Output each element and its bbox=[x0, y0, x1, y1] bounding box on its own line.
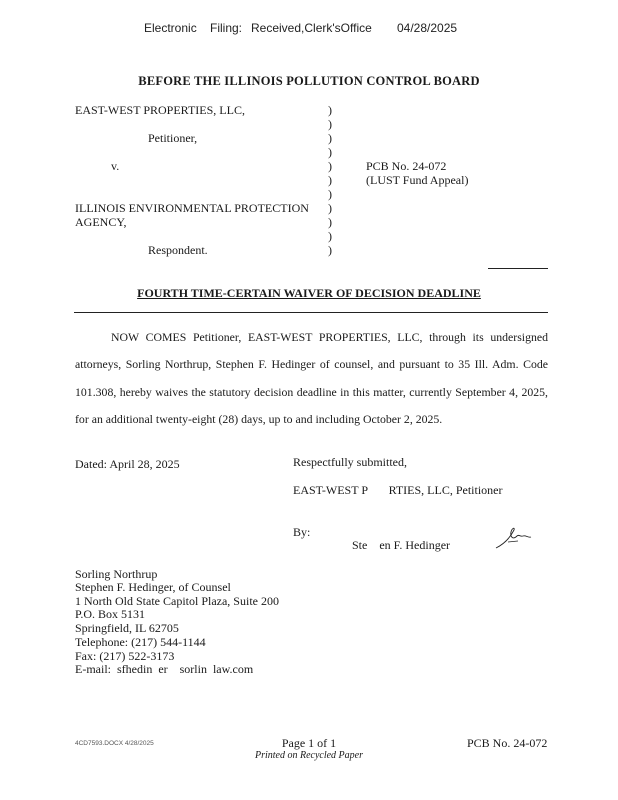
caption-versus: v. bbox=[111, 159, 120, 173]
body-line-4: for an additional twenty-eight (28) days, up to and including October 2, 2025. bbox=[75, 412, 443, 426]
counsel-address: 1 North Old State Capitol Plaza, Suite 200 bbox=[75, 594, 279, 608]
paren: ) bbox=[328, 103, 332, 117]
dated: Dated: April 28, 2025 bbox=[75, 457, 180, 471]
title-rule bbox=[74, 312, 548, 313]
counsel-po-box: P.O. Box 5131 bbox=[75, 607, 146, 621]
counsel-email: E-mail: sfhedin er sorlin law.com bbox=[75, 662, 254, 676]
caption-respondent-line2: AGENCY, bbox=[75, 215, 127, 229]
respectfully-submitted: Respectfully submitted, bbox=[293, 455, 407, 469]
banner-date: 04/28/2025 bbox=[397, 21, 458, 35]
paren: ) bbox=[328, 229, 332, 243]
paren: ) bbox=[328, 187, 332, 201]
body-line-3: 101.308, hereby waives the statutory decision deadline in this matter, currently September 4, 2025, bbox=[75, 385, 548, 399]
footer-doc-id: 4CD7593.DOCX 4/28/2025 bbox=[75, 740, 154, 747]
body-line-1: NOW COMES Petitioner, EAST-WEST PROPERTIES, LLC, through its undersigned bbox=[111, 330, 548, 344]
counsel-telephone: Telephone: (217) 544-1144 bbox=[75, 635, 206, 649]
caption-rule bbox=[488, 268, 548, 269]
counsel-attorney: Stephen F. Hedinger, of Counsel bbox=[75, 580, 231, 594]
caption-respondent-role: Respondent. bbox=[148, 243, 208, 257]
paren: ) bbox=[328, 159, 332, 173]
signature-scribble-icon bbox=[494, 524, 534, 550]
counsel-firm: Sorling Northrup bbox=[75, 567, 158, 581]
signer-name: Ste en F. Hedinger bbox=[352, 538, 451, 552]
case-number: PCB No. 24-072 bbox=[366, 159, 447, 173]
paren: ) bbox=[328, 243, 332, 257]
caption-petitioner-name: EAST-WEST PROPERTIES, LLC, bbox=[75, 103, 245, 117]
banner-received: Received,Clerk'sOffice bbox=[251, 21, 372, 35]
footer-recycled: Printed on Recycled Paper bbox=[254, 750, 363, 761]
signing-party: EAST-WEST P RTIES, LLC, Petitioner bbox=[293, 483, 503, 497]
document-title: FOURTH TIME-CERTAIN WAIVER OF DECISION DEADLINE bbox=[137, 286, 481, 300]
paren: ) bbox=[328, 145, 332, 159]
body-line-2: attorneys, Sorling Northrup, Stephen F. Hedinger of counsel, and pursuant to 35 Ill. Adm. Code bbox=[75, 357, 548, 371]
footer-page-number: Page 1 of 1 bbox=[281, 736, 337, 750]
footer-pcb-number: PCB No. 24-072 bbox=[467, 736, 548, 750]
caption-respondent-line1: ILLINOIS ENVIRONMENTAL PROTECTION bbox=[75, 201, 309, 215]
board-title: BEFORE THE ILLINOIS POLLUTION CONTROL BOARD bbox=[138, 74, 480, 88]
paren: ) bbox=[328, 173, 332, 187]
paren: ) bbox=[328, 215, 332, 229]
by-label: By: bbox=[293, 525, 311, 539]
banner-filing: Filing: bbox=[210, 21, 243, 35]
paren: ) bbox=[328, 117, 332, 131]
case-type: (LUST Fund Appeal) bbox=[366, 173, 469, 187]
counsel-city: Springfield, IL 62705 bbox=[75, 621, 179, 635]
caption-petitioner-role: Petitioner, bbox=[148, 131, 198, 145]
banner-electronic: Electronic bbox=[144, 21, 197, 35]
counsel-fax: Fax: (217) 522-3173 bbox=[75, 649, 175, 663]
paren: ) bbox=[328, 131, 332, 145]
paren: ) bbox=[328, 201, 332, 215]
